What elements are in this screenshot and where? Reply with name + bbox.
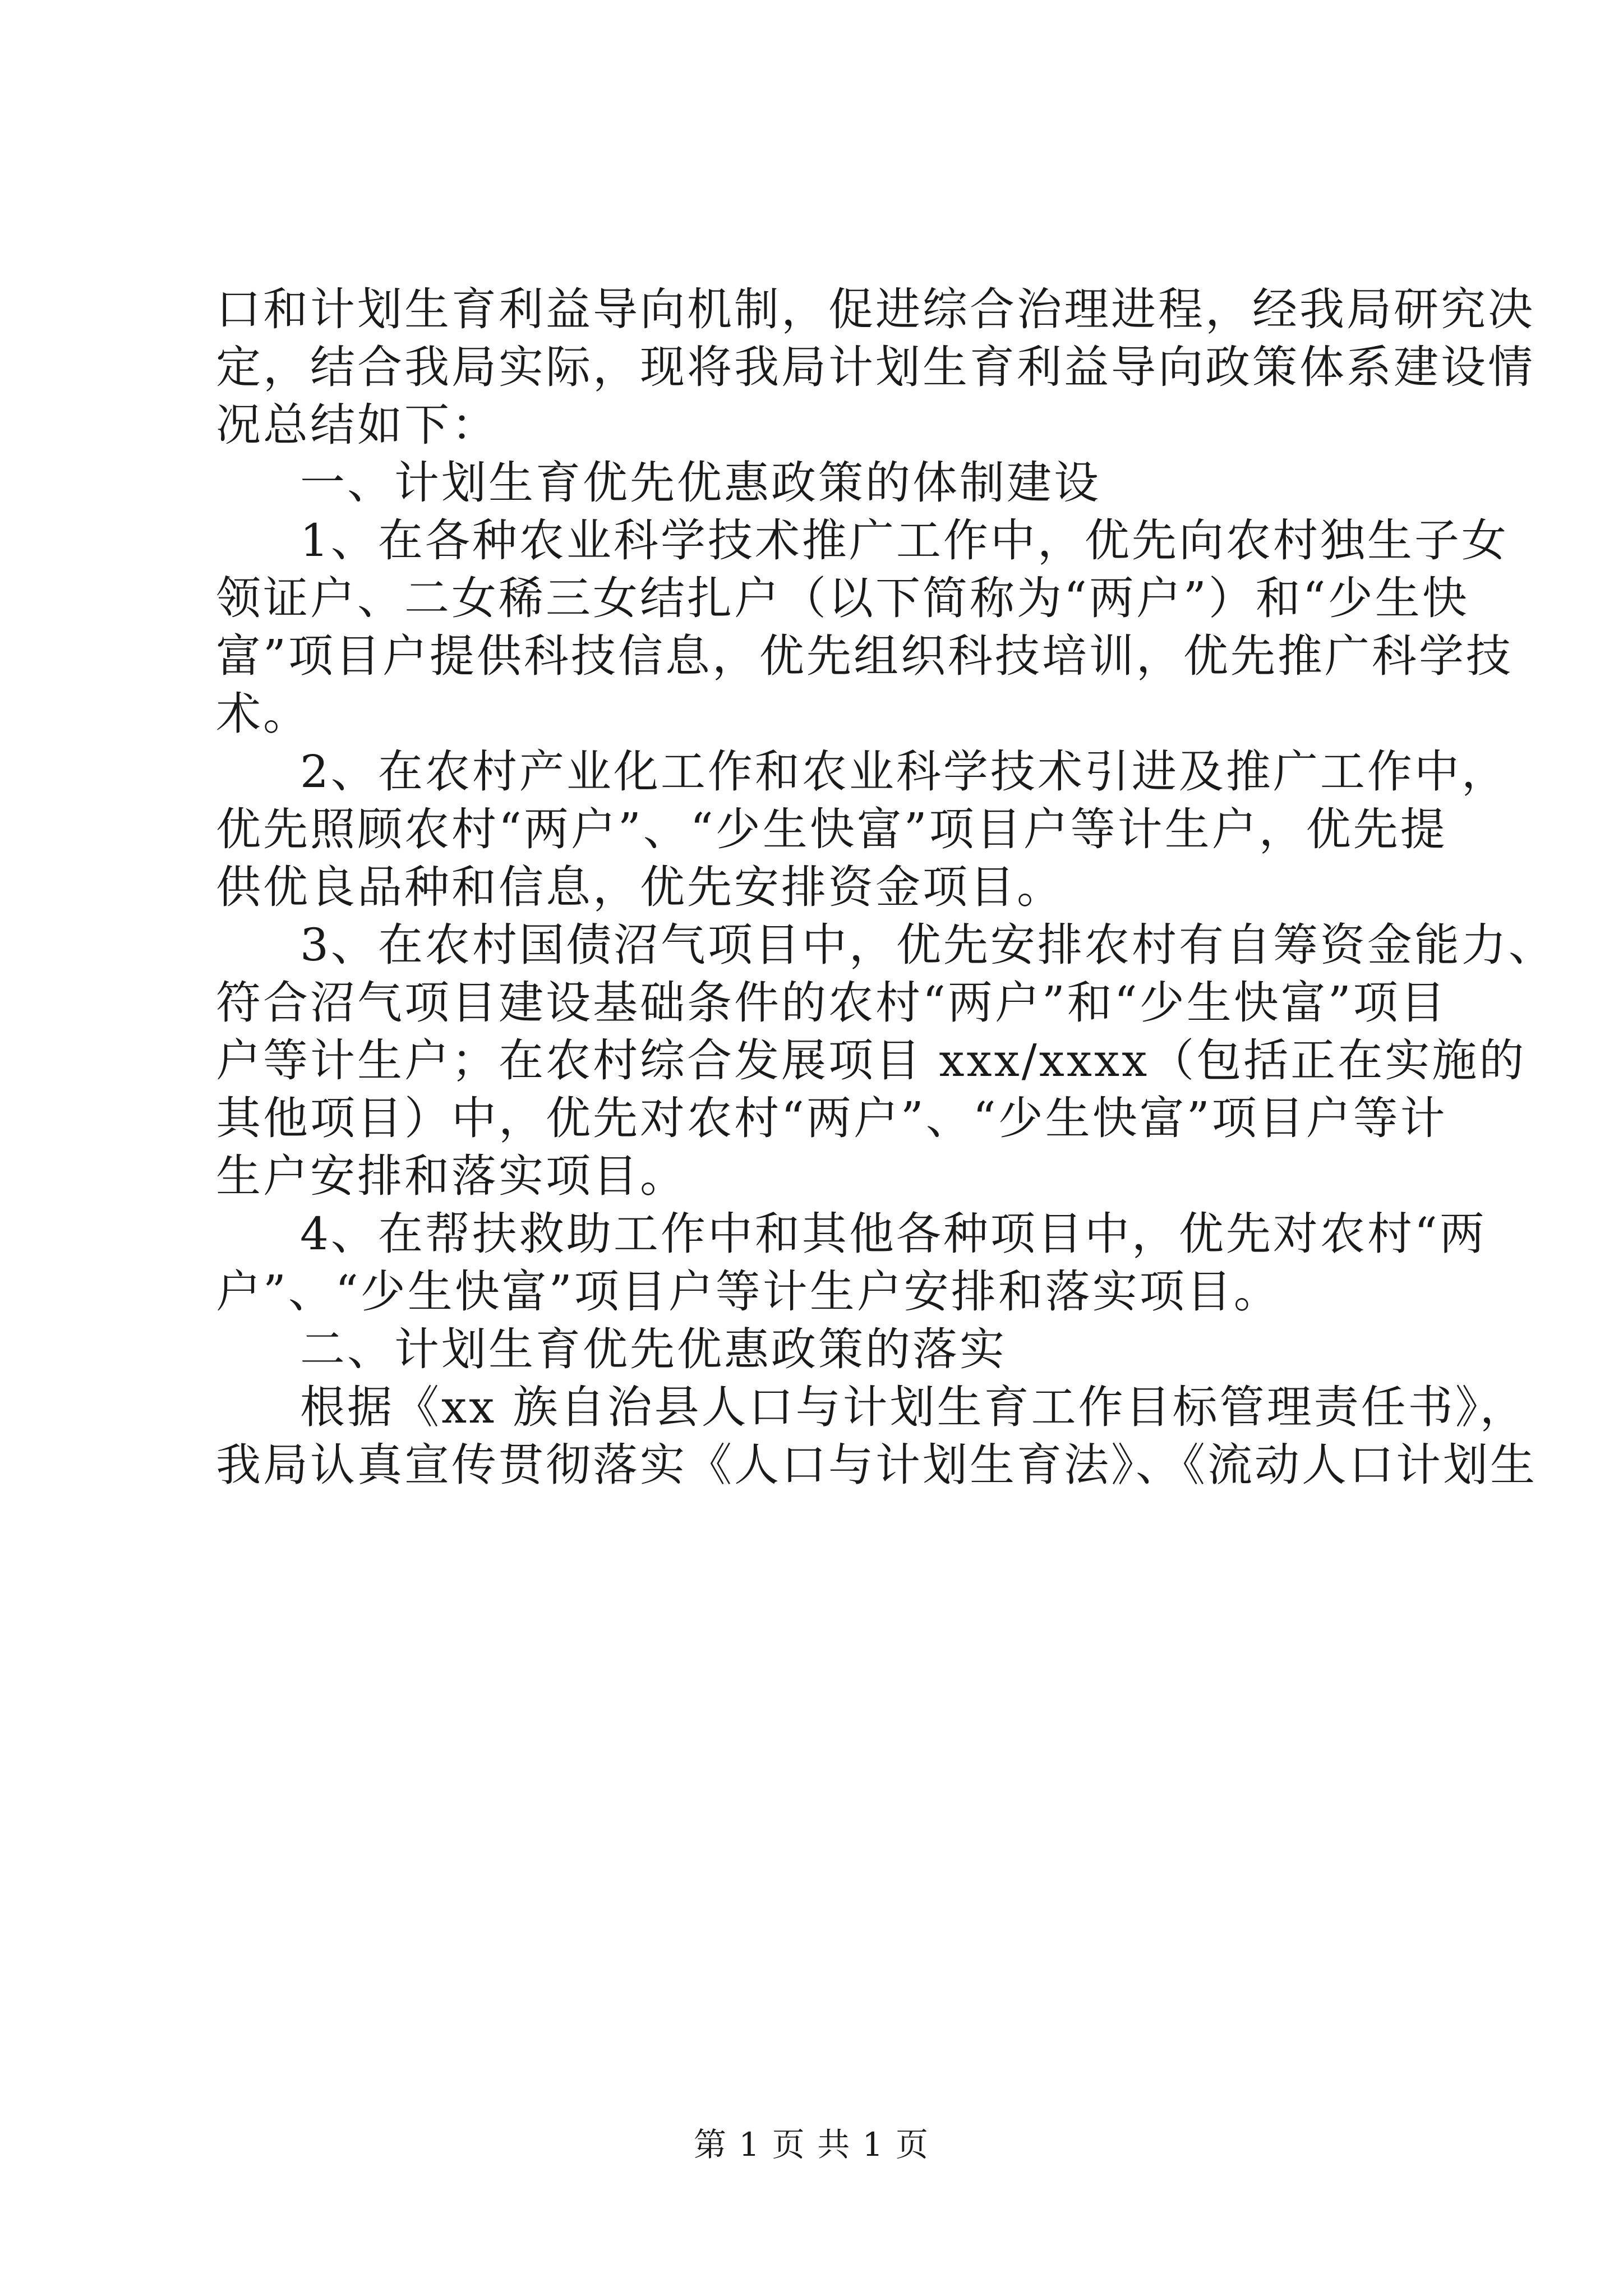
section-heading: 一、计划生育优先优惠政策的体制建设 [300,457,1101,509]
text-line: 户”、“少生快富”项目户等计生户安排和落实项目。 [216,1266,1281,1318]
document-body [216,280,1556,1494]
text-line: 我局认真宣传贯彻落实《人口与计划生育法》、《流动人口计划生 [216,1439,1537,1491]
text-line: 况总结如下： [216,399,499,451]
text-line: 口和计划生育利益导向机制，促进综合治理进程，经我局研究决 [216,283,1535,335]
text-line: 符合沼气项目建设基础条件的农村“两户”和“少生快富”项目 [216,977,1447,1029]
text-line: 根据《xx 族自治县人口与计划生育工作目标管理责任书》， [300,1381,1527,1433]
section-heading: 二、计划生育优先优惠政策的落实 [300,1323,1007,1375]
page-number-footer: 第 1 页 共 1 页 [694,2125,929,2164]
text-line: 2、在农村产业化工作和农业科学技术引进及推广工作中， [300,746,1509,798]
text-line: 4、在帮扶救助工作中和其他各种项目中，优先对农村“两 [300,1208,1487,1260]
text-line: 其他项目）中，优先对农村“两户”、“少生快富”项目户等计 [216,1092,1447,1144]
text-line: 定，结合我局实际，现将我局计划生育利益导向政策体系建设情 [216,341,1535,393]
text-line: 户等计生户；在农村综合发展项目 xxx/xxxx（包括正在实施的 [216,1034,1527,1087]
text-line: 1、在各种农业科学技术推广工作中，优先向农村独生子女 [300,514,1509,567]
text-line: 富”项目户提供科技信息，优先组织科技培训，优先推广科学技 [216,630,1513,682]
text-line: 生户安排和落实项目。 [216,1150,687,1202]
text-line: 3、在农村国债沼气项目中，优先安排农村有自筹资金能力、 [300,919,1556,971]
text-line: 领证户、二女稀三女结扎户（以下简称为“两户”）和“少生快 [216,572,1469,624]
text-line: 术。 [216,688,310,740]
text-line: 供优良品种和信息，优先安排资金项目。 [216,861,1064,913]
text-line: 优先照顾农村“两户”、“少生快富”项目户等计生户，优先提 [216,803,1447,855]
